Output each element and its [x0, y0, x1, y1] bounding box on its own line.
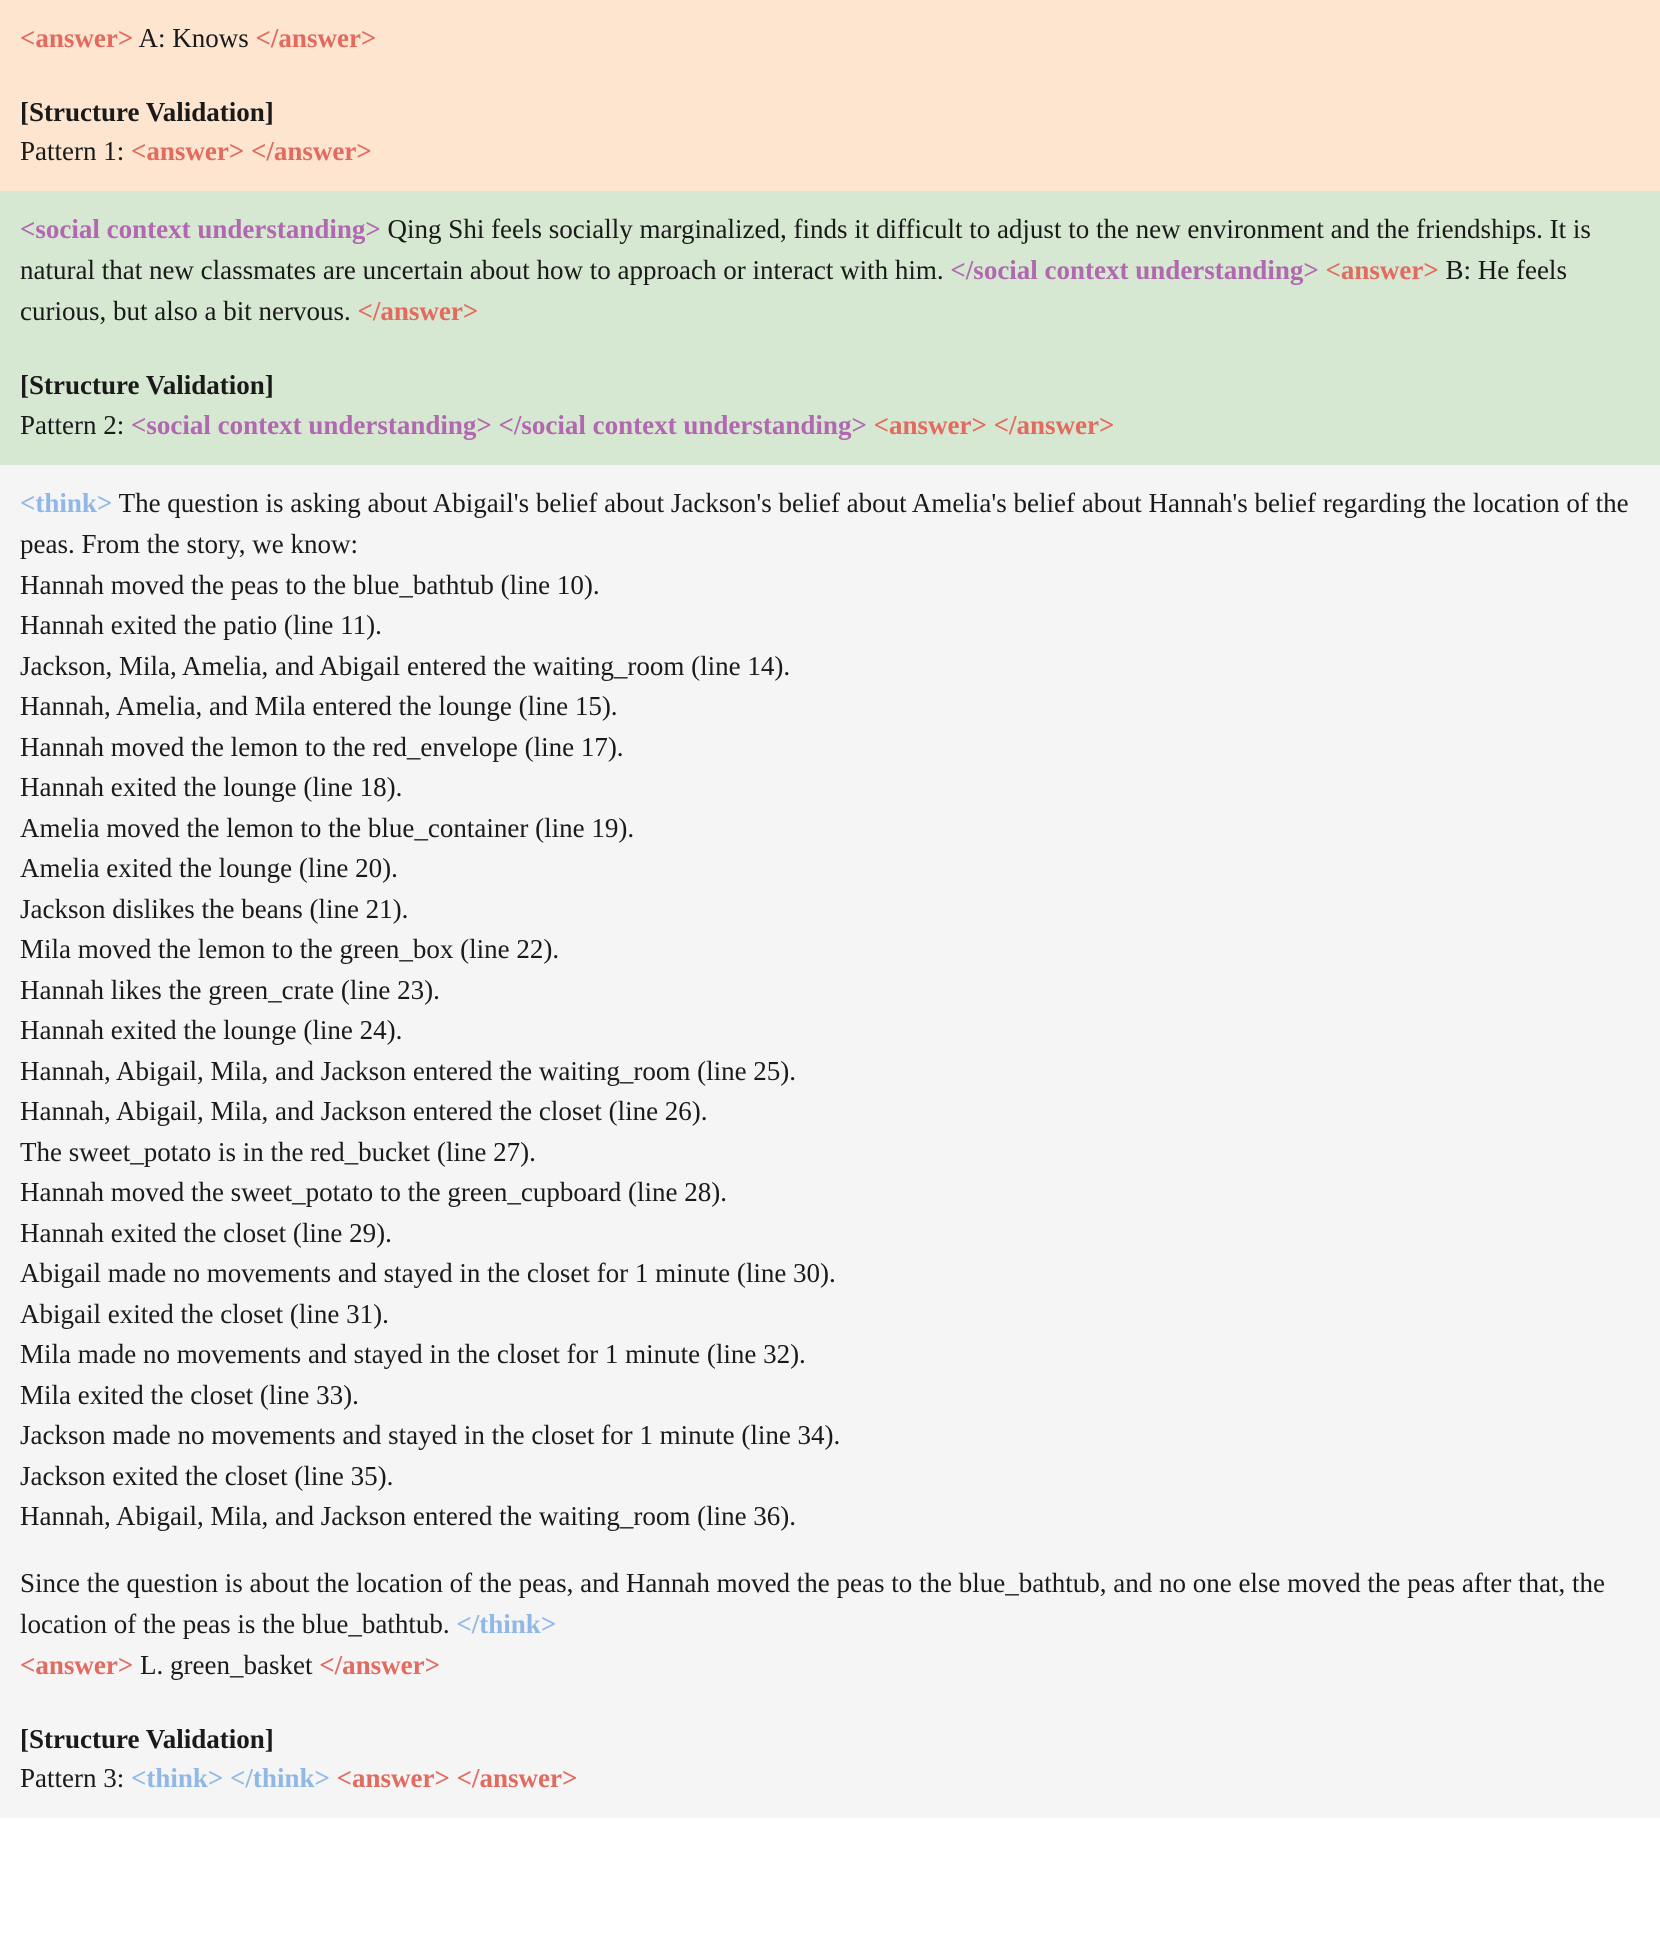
story-line: Hannah moved the peas to the blue_bathtub (line 10). — [20, 569, 600, 600]
think-close-tag: </think> — [230, 1762, 330, 1793]
spacer — [20, 1686, 1640, 1720]
social-context-close-tag: </social context understanding> — [498, 409, 867, 440]
story-line: Amelia moved the lemon to the blue_container (line 19). — [20, 812, 635, 843]
think-intro-paragraph — [20, 483, 1640, 565]
spacer — [20, 59, 1640, 93]
answer-close-tag: </answer> — [319, 1649, 440, 1680]
pattern-1-label: Pattern 1: — [20, 136, 125, 167]
social-context-content: Qing Shi feels socially marginalized, finds it difficult to adjust to the new environment and the friendships. It is natural that new classmates are uncertain about how to approach or interact with him. — [20, 214, 1591, 286]
pattern-2-label: Pattern 2: — [20, 409, 125, 440]
answer-open-tag: <answer> — [1325, 255, 1439, 286]
answer-close-tag: </answer> — [255, 23, 377, 53]
think-conclusion-content: Since the question is about the location of the peas, and Hannah moved the peas to the blue_bathtub, and no one else moved the peas after that, the location of the peas is the blue_bathtub. — [20, 1567, 1606, 1639]
pattern-3-answer-line — [20, 1645, 1640, 1686]
think-conclusion-paragraph — [20, 1563, 1640, 1645]
story-line: Hannah likes the green_crate (line 23). — [20, 974, 440, 1005]
pattern-1-example-block — [0, 0, 1660, 191]
pattern-2-response-body — [20, 209, 1640, 332]
story-line: The sweet_potato is in the red_bucket (line 27). — [20, 1136, 536, 1167]
story-line: Mila exited the closet (line 33). — [20, 1379, 359, 1410]
answer-open-tag: <answer> — [20, 23, 134, 53]
think-open-tag: <think> — [130, 1762, 224, 1793]
story-line: Jackson exited the closet (line 35). — [20, 1460, 394, 1491]
answer-close-tag: </answer> — [993, 409, 1115, 440]
answer-content: B: He feels curious, but also a bit nervous. — [20, 255, 1567, 327]
story-line: Hannah, Abigail, Mila, and Jackson entered the waiting_room (line 36). — [20, 1501, 797, 1532]
answer-close-tag: </answer> — [456, 1762, 578, 1793]
story-fact-list — [20, 565, 1640, 1537]
pattern-2-definition-line — [20, 406, 1640, 445]
story-line: Abigail exited the closet (line 31). — [20, 1298, 389, 1329]
story-line: Hannah exited the lounge (line 24). — [20, 1015, 403, 1046]
pattern-2-example-block — [0, 191, 1660, 464]
answer-content: L. green_basket — [140, 1649, 313, 1680]
answer-open-tag: <answer> — [20, 1649, 134, 1680]
story-line: Hannah exited the lounge (line 18). — [20, 772, 403, 803]
think-intro-content: The question is asking about Abigail's belief about Jackson's belief about Amelia's belief about Hannah's belief regarding the location of the peas. From the story, we know: — [20, 487, 1629, 559]
think-close-tag: </think> — [456, 1608, 557, 1639]
spacer — [20, 332, 1640, 366]
pattern-1-answer-line — [20, 18, 1640, 59]
structure-validation-heading-2: [Structure Validation] — [20, 370, 274, 401]
story-line: Jackson, Mila, Amelia, and Abigail entered the waiting_room (line 14). — [20, 650, 791, 681]
answer-open-tag: <answer> — [130, 136, 245, 167]
answer-close-tag: </answer> — [251, 136, 372, 167]
story-line: Mila made no movements and stayed in the closet for 1 minute (line 32). — [20, 1339, 806, 1370]
pattern-3-label: Pattern 3: — [20, 1762, 125, 1793]
pattern-3-definition-line — [20, 1759, 1640, 1798]
story-line: Hannah exited the patio (line 11). — [20, 610, 382, 641]
think-open-tag: <think> — [20, 487, 113, 518]
story-line: Hannah moved the sweet_potato to the green_cupboard (line 28). — [20, 1177, 728, 1208]
story-line: Jackson dislikes the beans (line 21). — [20, 893, 409, 924]
answer-open-tag: <answer> — [873, 409, 987, 440]
social-context-close-tag: </social context understanding> — [950, 255, 1319, 286]
pattern-1-definition-line — [20, 132, 1640, 171]
story-line: Hannah, Amelia, and Mila entered the lounge (line 15). — [20, 691, 618, 722]
story-line: Jackson made no movements and stayed in the closet for 1 minute (line 34). — [20, 1420, 841, 1451]
spacer — [20, 1537, 1640, 1563]
answer-content: A: Knows — [138, 23, 249, 53]
structure-validation-heading-3: [Structure Validation] — [20, 1723, 274, 1754]
answer-open-tag: <answer> — [336, 1762, 450, 1793]
story-line: Mila moved the lemon to the green_box (line 22). — [20, 934, 560, 965]
story-line: Amelia exited the lounge (line 20). — [20, 853, 398, 884]
story-line: Hannah, Abigail, Mila, and Jackson entered the waiting_room (line 25). — [20, 1055, 797, 1086]
pattern-3-example-block — [0, 465, 1660, 1818]
story-line: Hannah, Abigail, Mila, and Jackson entered the closet (line 26). — [20, 1096, 708, 1127]
story-line: Hannah moved the lemon to the red_envelope (line 17). — [20, 731, 624, 762]
story-line: Hannah exited the closet (line 29). — [20, 1217, 392, 1248]
social-context-open-tag: <social context understanding> — [20, 214, 381, 245]
story-line: Abigail made no movements and stayed in the closet for 1 minute (line 30). — [20, 1258, 836, 1289]
answer-close-tag: </answer> — [357, 296, 479, 327]
social-context-open-tag: <social context understanding> — [130, 409, 492, 440]
structure-validation-heading-1: [Structure Validation] — [20, 97, 274, 128]
